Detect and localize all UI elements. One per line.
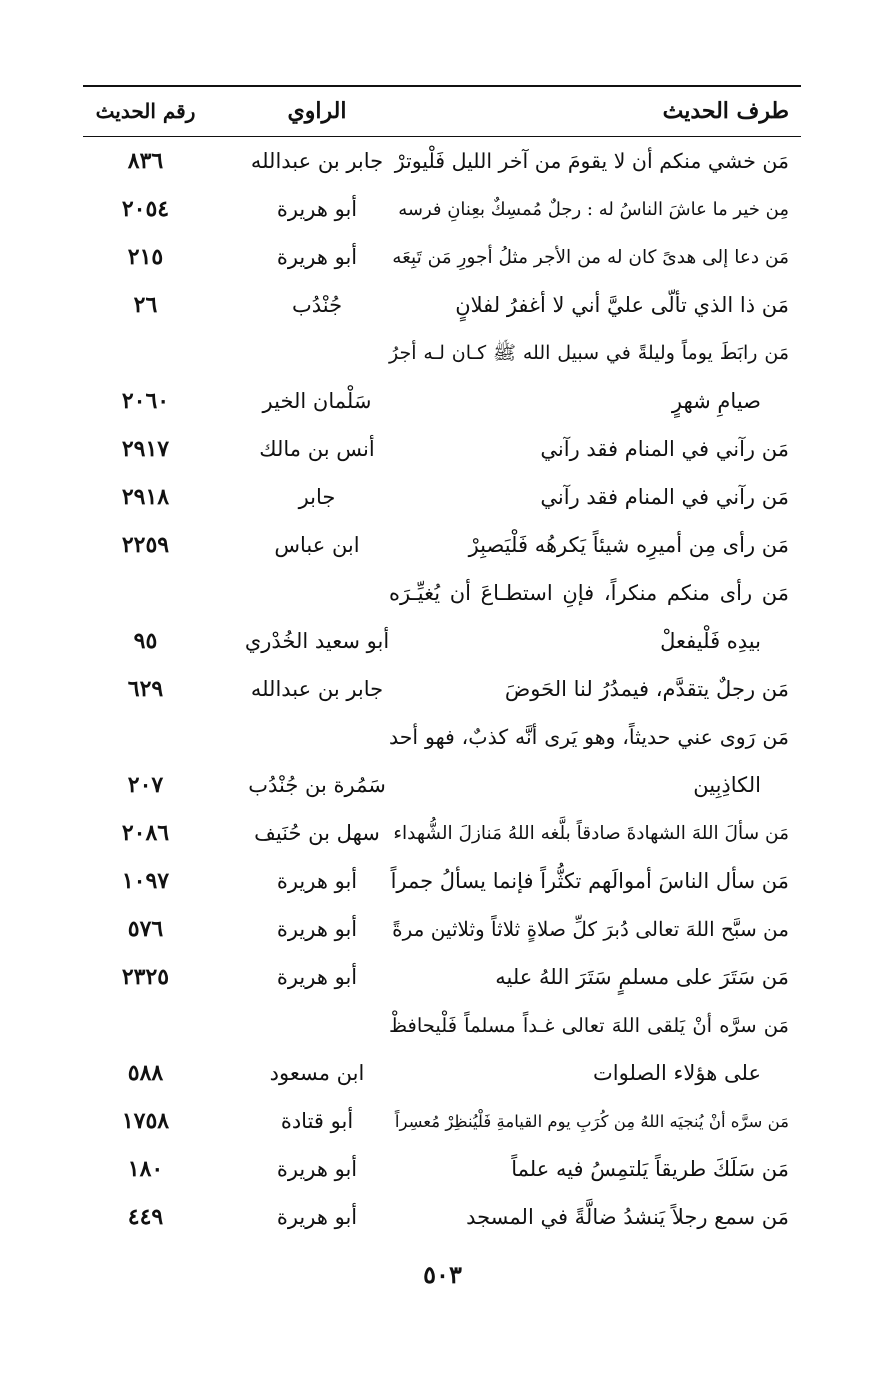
table-row [83, 330, 801, 377]
top-rule [83, 85, 801, 87]
hadith-text: مِن خير ما عاشَ الناسُ له : رجلٌ مُمسِكٌ بعِنانِ فرسه [398, 199, 789, 220]
table-row [83, 1050, 801, 1097]
narrator: سهل بن حُنَيف [254, 821, 380, 845]
hadith-number: ٥٨٨ [127, 1060, 164, 1086]
hadith-text: مَن سرَّه أنْ يُنجيَه اللهُ مِن كُرَبِ يوم القيامةِ فَلْيُنظِرْ مُعسِراً [394, 1112, 789, 1131]
hadith-text: مَن سَلَكَ طريقاً يَلتمِسُ فيه علماً [511, 1157, 789, 1181]
hadith-number: ٢٩١٧ [121, 436, 170, 462]
narrator: سَمُرة بن جُنْدُب [248, 773, 386, 797]
table-row [83, 618, 801, 665]
header-narrator: الراوي [287, 98, 347, 124]
hadith-number: ٢١٥ [127, 244, 164, 270]
page-number: ٥٠٣ [423, 1260, 462, 1289]
hadith-number: ٢٣٢٥ [121, 964, 170, 990]
hadith-text: الكاذِبِين [693, 773, 761, 797]
table-row [83, 426, 801, 473]
table-row [83, 522, 801, 569]
hadith-number: ١٧٥٨ [121, 1108, 170, 1134]
table-row [83, 906, 801, 953]
hadith-number: ١٨٠ [127, 1156, 164, 1182]
narrator: أبو هريرة [276, 869, 358, 893]
table-row [83, 378, 801, 425]
narrator: أبو قتادة [280, 1109, 354, 1133]
header-hadith-number: رقم الحديث [95, 99, 196, 123]
hadith-text: مَن سَتَرَ على مسلمٍ سَتَرَ اللهُ عليه [495, 965, 789, 989]
narrator: جابر بن عبدالله [250, 677, 384, 701]
hadith-number: ٢٩١٨ [121, 484, 170, 510]
hadith-text: مَن رَوى عني حديثاً، وهو يَرى أنَّه كذبٌ، فهو أحد [389, 725, 789, 749]
hadith-number: ٢٠٥٤ [121, 196, 170, 222]
narrator: أبو هريرة [276, 965, 358, 989]
table-row [83, 474, 801, 521]
narrator: أبو هريرة [276, 197, 358, 221]
hadith-text: مَن رآني في المنام فقد رآني [540, 437, 789, 461]
table-row [83, 666, 801, 713]
hadith-text: مَن رأى مِن أميرِه شيئاً يَكرهُه فَلْيَصبِرْ [468, 533, 789, 557]
hadith-number: ٩٥ [133, 628, 158, 654]
table-row [83, 138, 801, 185]
hadith-text: مَن سألَ اللهَ الشهادةَ صادقاً بلَّغه اللهُ مَنازلَ الشُّهداء [393, 823, 789, 844]
hadith-number: ١٠٩٧ [121, 868, 170, 894]
hadith-number: ٢٦ [133, 292, 158, 318]
narrator: جابر [298, 485, 336, 509]
narrator [231, 570, 403, 617]
table-row [83, 1194, 801, 1241]
hadith-number: ٢٠٧ [127, 772, 164, 798]
hadith-number: ٤٤٩ [127, 1204, 164, 1230]
hadith-text: من سبَّح اللهَ تعالى دُبرَ كلِّ صلاةٍ ثلاثاً وثلاثين مرةً [392, 917, 789, 941]
narrator: أنس بن مالك [259, 437, 375, 461]
table-row [83, 954, 801, 1001]
hadith-text: على هؤلاء الصلوات [593, 1061, 761, 1085]
hadith-number: ٢٠٨٦ [121, 820, 170, 846]
narrator: أبو هريرة [276, 1205, 358, 1229]
narrator: أبو هريرة [276, 1157, 358, 1181]
hadith-text: مَن رابَطَ يوماً وليلةً في سبيل الله ﷺ كـان لـه أجرُ [389, 342, 789, 364]
table-row [83, 1146, 801, 1193]
hadith-text: مَن رأى منكم منكراً، فإنِ استطـاعَ أن يُغيِّـرَه [389, 581, 789, 605]
narrator: أبو سعيد الخُدْري [244, 629, 390, 653]
table-row [83, 282, 801, 329]
hadith-number: ٦٢٩ [127, 676, 164, 702]
hadith-text: مَن سمع رجلاً يَنشدُ ضالَّةً في المسجد [466, 1205, 789, 1229]
table-row [83, 570, 801, 617]
narrator: جابر بن عبدالله [250, 149, 384, 173]
narrator: ابن عباس [274, 533, 360, 557]
table-row [83, 1098, 801, 1145]
table-row [83, 234, 801, 281]
hadith-number [83, 714, 208, 761]
table-row [83, 810, 801, 857]
hadith-text: مَن سرَّه أنْ يَلقى اللهَ تعالى غـداً مسلماً فَلْيحافظْ [389, 1014, 789, 1037]
hadith-number: ٨٣٦ [127, 148, 164, 174]
hadith-text: مَن خشي منكم أن لا يقومَ من آخر الليل فَلْيوترْ [394, 149, 789, 173]
hadith-text: صيامِ شهرٍ [671, 389, 761, 413]
hadith-text: مَن رجلٌ يتقدَّم، فيمدُرُ لنا الحَوضَ [504, 677, 789, 701]
hadith-text: مَن رآني في المنام فقد رآني [540, 485, 789, 509]
table-row [83, 858, 801, 905]
hadith-number: ٥٧٦ [127, 916, 164, 942]
header-rule [83, 136, 801, 137]
hadith-number: ٢٢٥٩ [121, 532, 170, 558]
hadith-text: مَن ذا الذي تألّى عليَّ أني لا أغفرُ لفلانٍ [455, 293, 789, 317]
hadith-text: بيدِه فَلْيفعلْ [660, 629, 761, 653]
hadith-number [83, 1002, 208, 1049]
table-row [83, 186, 801, 233]
narrator [231, 330, 403, 377]
header-hadith-text: طرف الحديث [662, 98, 789, 124]
hadith-number: ٢٠٦٠ [121, 388, 170, 414]
narrator: جُنْدُب [291, 293, 343, 317]
hadith-text: مَن دعا إلى هدىً كان له من الأجر مثلُ أجورِ مَن تَبِعَه [392, 247, 789, 268]
table-row [83, 762, 801, 809]
hadith-number [83, 330, 208, 377]
hadith-number [83, 570, 208, 617]
hadith-text: مَن سأل الناسَ أموالَهم تكثُّراً فإنما يسألُ جمراً [390, 869, 789, 893]
narrator [231, 1002, 403, 1049]
narrator: أبو هريرة [276, 917, 358, 941]
table-row [83, 1002, 801, 1049]
narrator [231, 714, 403, 761]
narrator: سَلْمان الخير [262, 389, 372, 413]
narrator: أبو هريرة [276, 245, 358, 269]
table-header [83, 88, 801, 135]
table-row [83, 714, 801, 761]
narrator: ابن مسعود [269, 1061, 365, 1085]
